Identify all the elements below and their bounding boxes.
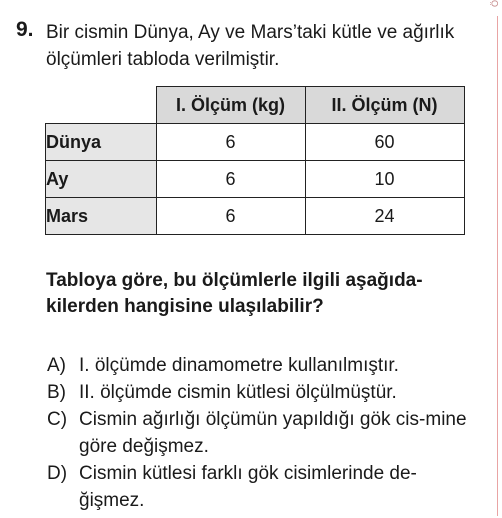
option-d[interactable]: [47, 460, 467, 514]
measurement-table: [45, 86, 465, 235]
question-stem: Bir cismin Dünya, Ay ve Mars’taki kütle ve ağırlık ölçümleri tabloda verilmiştir.: [46, 22, 455, 70]
answer-options: [47, 352, 467, 514]
option-text: Cismin ağırlığı ölçümün yapıldığı gök cis-mine göre değişmez.: [79, 409, 467, 457]
table-cell: 6: [156, 161, 305, 198]
option-letter: B): [47, 382, 66, 403]
option-a[interactable]: [47, 352, 467, 379]
table-cell: 6: [156, 124, 305, 161]
table-header-measurement-1: I. Ölçüm (kg): [156, 87, 305, 124]
side-margin-label: Ö: [490, 0, 500, 8]
table-header-measurement-2: II. Ölçüm (N): [305, 87, 464, 124]
option-letter: A): [47, 355, 66, 376]
table-cell: 10: [305, 161, 464, 198]
table-cell: 6: [156, 198, 305, 235]
option-text: Cismin kütlesi farklı gök cisimlerinde de-ğişmez.: [79, 463, 417, 511]
table-row: [46, 198, 465, 235]
row-label-earth: Dünya: [46, 124, 157, 161]
table-cell: 60: [305, 124, 464, 161]
option-b[interactable]: [47, 379, 467, 406]
question-prompt: Tabloya göre, bu ölçümlerle ilgili aşağıda-kilerden hangisine ulaşılabilir?: [46, 270, 423, 317]
table-row: [46, 161, 465, 198]
question-number: 9.: [16, 18, 34, 41]
table-cell: 24: [305, 198, 464, 235]
option-text: II. ölçümde cismin kütlesi ölçülmüştür.: [79, 382, 397, 403]
table-row: [46, 124, 465, 161]
table-header-row: [46, 87, 465, 124]
option-text: I. ölçümde dinamometre kullanılmıştır.: [79, 355, 399, 376]
row-label-moon: Ay: [46, 161, 157, 198]
option-c[interactable]: [47, 406, 467, 460]
row-label-mars: Mars: [46, 198, 157, 235]
option-letter: C): [47, 409, 68, 430]
option-letter: D): [47, 463, 68, 484]
table-corner-cell: [46, 87, 157, 124]
margin-rule: [497, 16, 499, 516]
